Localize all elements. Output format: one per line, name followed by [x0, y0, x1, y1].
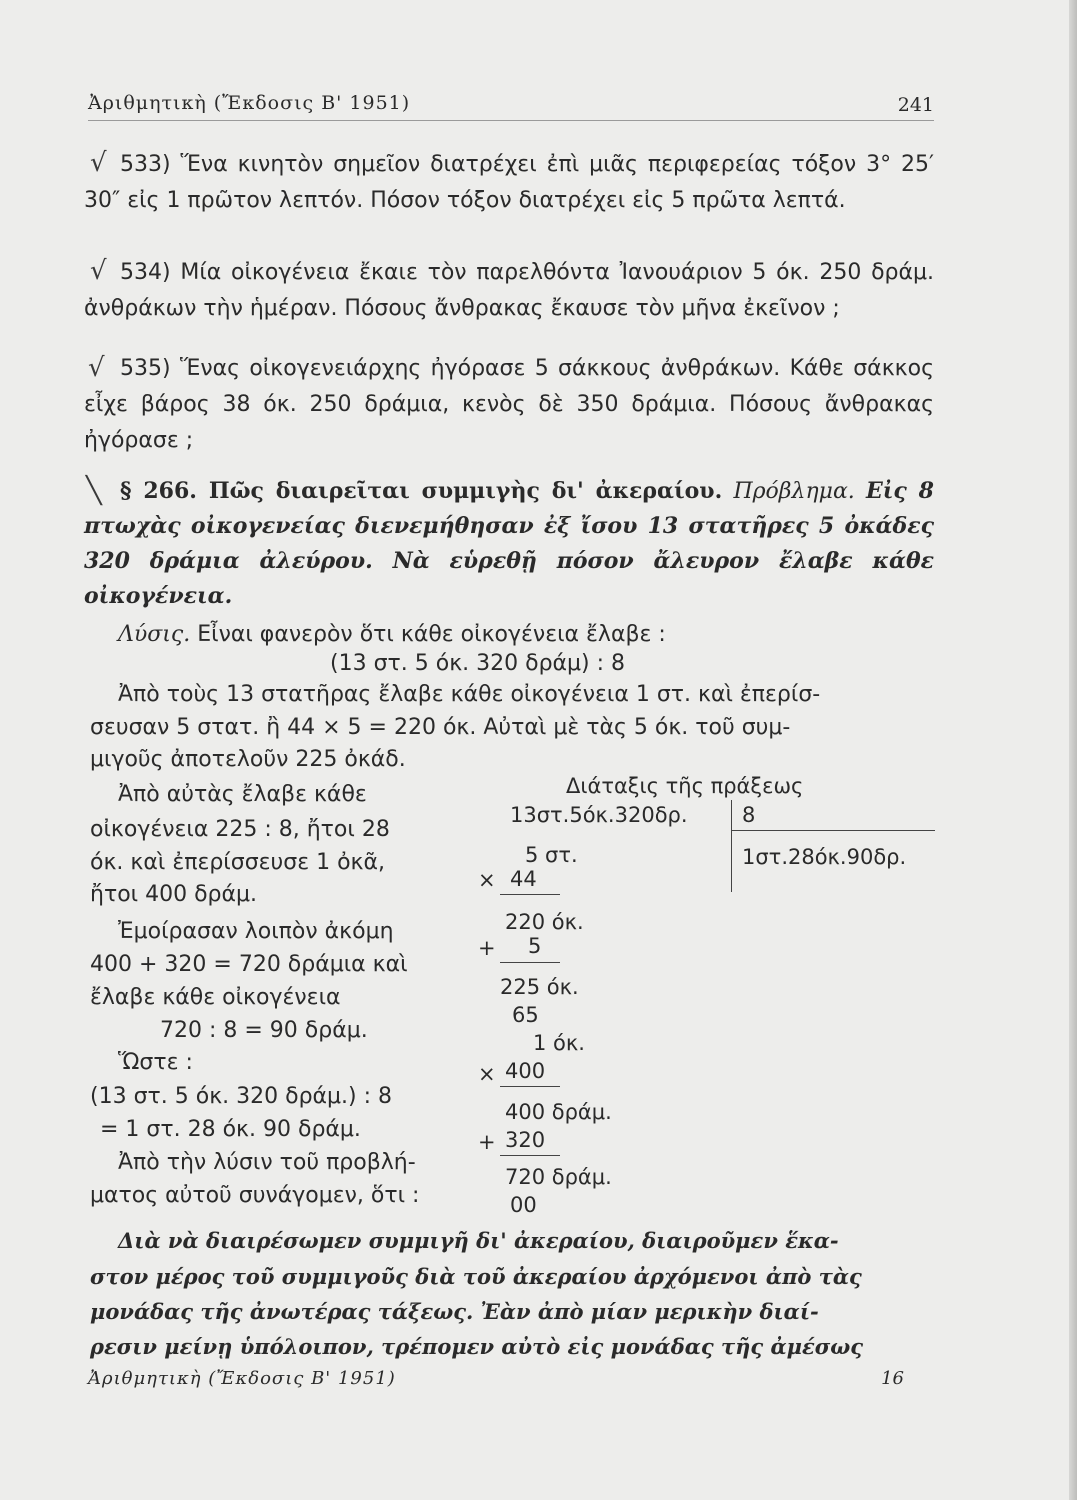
problem-535 — [84, 351, 934, 459]
footer-title: Ἀριθμητικὴ (Ἔκδοσις Β' 1951) — [88, 1368, 396, 1389]
scheme-step: 1 όκ. — [533, 1031, 585, 1055]
scheme-operator: × — [478, 1062, 496, 1086]
solution-intro-text: Εἶναι φανερὸν ὅτι κάθε οἰκογένεια ἔλαβε : — [197, 622, 666, 647]
problem-text: Ἕνας οἰκογενειάρχης ἠγόρασε 5 σάκκους ἀνθράκων. Κάθε σάκκος εἶχε βάρος 38 όκ. 250 δράμια, κενὸς δὲ 350 δράμια. Πόσους ἄνθρακας ἠγόρασε ; — [84, 356, 934, 453]
problem-text: Ἕνα κινητὸν σημεῖον διατρέχει ἐπὶ μιᾶς περιφερείας τόξον 3° 25′ 30″ εἰς 1 πρῶτον λεπτόν. Πόσον τόξον διατρέχει εἰς 5 πρῶτα λεπτά. — [84, 152, 935, 213]
scheme-step: 65 — [512, 1003, 539, 1027]
scheme-step: 400 δράμ. — [505, 1100, 612, 1124]
explanation-line: όκ. καὶ ἐπερίσσευσε 1 ὀκᾶ, — [90, 850, 386, 875]
page-edge — [1069, 0, 1077, 1500]
scheme-step: 320 — [505, 1128, 546, 1152]
solution-label: Λύσις. — [118, 622, 191, 647]
page-number: 241 — [897, 94, 934, 116]
scheme-step: 00 — [510, 1193, 537, 1217]
check-mark-icon: √ — [88, 353, 105, 383]
scheme-step: 225 όκ. — [500, 975, 579, 999]
scheme-step: 400 — [505, 1059, 546, 1083]
problem-number: 534) — [120, 260, 171, 285]
explanation-line: Ἀπὸ αὐτὰς ἔλαβε κάθε — [118, 782, 367, 807]
section-266 — [84, 474, 934, 614]
explanation-line: ἔλαβε κάθε οἰκογένεια — [90, 985, 341, 1010]
scheme-step: 220 όκ. — [505, 910, 584, 934]
problem-number: 535) — [120, 356, 171, 381]
scheme-underline — [500, 894, 560, 895]
scheme-step: 5 στ. — [525, 843, 578, 867]
explanation-line: = 1 στ. 28 όκ. 90 δράμ. — [100, 1117, 361, 1142]
section-problem: Εἰς 8 πτωχὰς οἰκογενείας διενεμήθησαν ἐξ ἴσου 13 στατῆρες 5 ὀκάδες 320 δράμια ἀλεύρου. Νὰ εὑρεθῇ πόσον ἄλευρον ἔλαβε κάθε οἰκογένεια. — [84, 478, 934, 609]
scheme-dividend: 13στ.5όκ.320δρ. — [510, 803, 688, 827]
scheme-divider-horizontal — [731, 830, 935, 831]
explanation-line: 400 + 320 = 720 δράμια καὶ — [90, 952, 408, 977]
problem-number: 533) — [120, 152, 171, 177]
footer-signature: 16 — [881, 1368, 904, 1389]
rule-line: Διὰ νὰ διαιρέσωμεν συμμιγῆ δι' ἀκεραίου, διαιροῦμεν ἕκα- — [118, 1228, 839, 1253]
scheme-step: 5 — [528, 934, 542, 958]
scheme-divider-vertical — [731, 800, 732, 892]
page-footer — [88, 1368, 934, 1394]
solution-intro — [118, 620, 666, 650]
solution-line: μιγοῦς ἀποτελοῦν 225 ὀκάδ. — [90, 747, 406, 772]
explanation-line: ἤτοι 400 δράμ. — [90, 882, 257, 907]
problem-533 — [84, 147, 934, 219]
explanation-line: Ἐμοίρασαν λοιπὸν ἀκόμη — [118, 919, 394, 944]
scheme-operator: × — [478, 868, 496, 892]
scheme-heading: Διάταξις τῆς πράξεως — [566, 774, 804, 798]
running-title: Ἀριθμητικὴ (Ἔκδοσις Β' 1951) — [88, 92, 411, 114]
explanation-line: Ἀπὸ τὴν λύσιν τοῦ προβλή- — [118, 1150, 416, 1175]
check-mark-icon: √ — [90, 148, 107, 178]
explanation-line: Ὥστε : — [118, 1050, 193, 1075]
section-label: Πρόβλημα. — [733, 479, 855, 504]
running-header — [88, 92, 934, 121]
problem-text: Μία οἰκογένεια ἔκαιε τὸν παρελθόντα Ἰανουάριον 5 όκ. 250 δράμ. ἀνθράκων τὴν ἡμέραν. Πόσους ἄνθρακας ἔκαυσε τὸν μῆνα ἐκεῖνον ; — [84, 260, 935, 321]
rule-line: στον μέρος τοῦ συμμιγοῦς διὰ τοῦ ἀκεραίου ἀρχόμενοι ἀπὸ τὰς — [90, 1264, 862, 1289]
rule-line: ρεσιν μείνῃ ὑπόλοιπον, τρέπομεν αὐτὸ εἰς μονάδας τῆς ἀμέσως — [90, 1334, 864, 1359]
scheme-underline — [500, 962, 560, 963]
explanation-line: 720 : 8 = 90 δράμ. — [160, 1018, 368, 1043]
scheme-step: 720 δράμ. — [505, 1165, 612, 1189]
section-title: § 266. Πῶς διαιρεῖται συμμιγὴς δι' ἀκεραίου. — [120, 478, 723, 504]
problem-534 — [84, 255, 934, 327]
explanation-line: (13 στ. 5 όκ. 320 δράμ.) : 8 — [90, 1084, 393, 1109]
scheme-underline — [500, 1155, 560, 1156]
check-mark-icon: ╲ — [86, 476, 102, 506]
explanation-line: οἰκογένεια 225 : 8, ἤτοι 28 — [90, 817, 390, 842]
explanation-line: ματος αὐτοῦ συνάγομεν, ὅτι : — [90, 1183, 420, 1208]
check-mark-icon: √ — [90, 256, 107, 286]
scheme-underline — [500, 1086, 560, 1087]
scheme-quotient: 1στ.28όκ.90δρ. — [742, 845, 907, 869]
solution-line: Ἀπὸ τοὺς 13 στατῆρας ἔλαβε κάθε οἰκογένεια 1 στ. καὶ ἐπερίσ- — [118, 682, 821, 707]
rule-line: μονάδας τῆς ἀνωτέρας τάξεως. Ἐὰν ἀπὸ μίαν μερικὴν διαί- — [90, 1299, 819, 1324]
solution-formula: (13 στ. 5 όκ. 320 δράμ) : 8 — [330, 651, 626, 676]
solution-line: σευσαν 5 στατ. ἢ 44 × 5 = 220 όκ. Αὐταὶ μὲ τὰς 5 όκ. τοῦ συμ- — [90, 715, 791, 740]
scheme-divisor: 8 — [742, 803, 756, 827]
scheme-operator: + — [478, 1130, 496, 1154]
scheme-step: 44 — [510, 867, 537, 891]
scheme-operator: + — [478, 936, 496, 960]
